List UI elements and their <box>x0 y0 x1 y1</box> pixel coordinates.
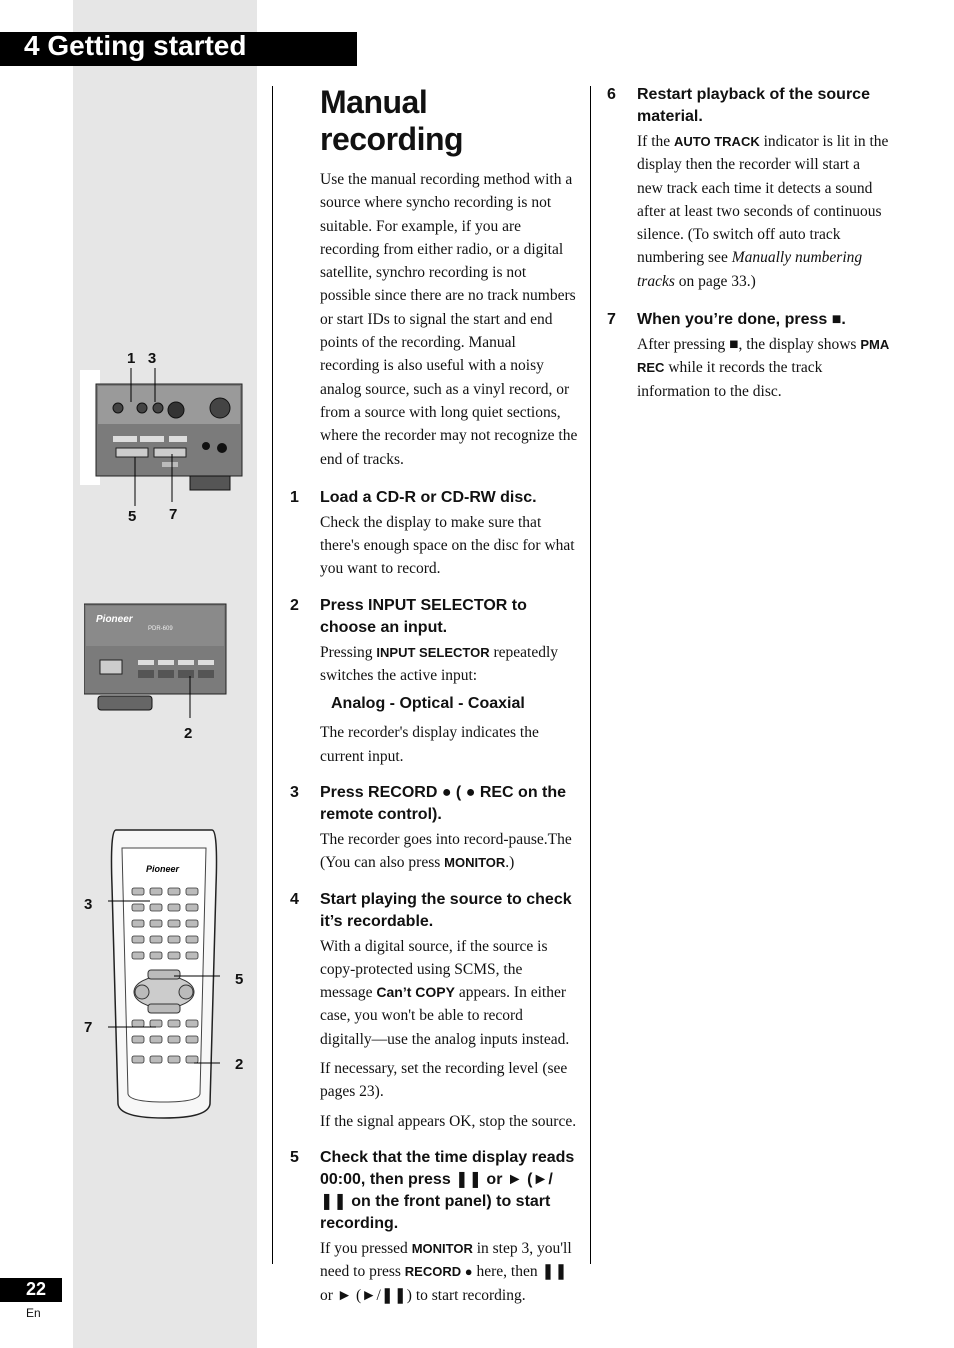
step-title: Start playing the source to check it’s recordable. <box>320 890 572 930</box>
input-options: Analog - Optical - Coaxial <box>331 695 525 713</box>
step-text: If the AUTO TRACK indicator is lit in the display then the recorder will start a new track each time it detects a sound after at least two seconds of continuous silence. (To switch off auto track numbering see Manually numbering tracks on page 33.) <box>637 133 889 290</box>
intro-text: Use the manual recording method with a source where syncho recording is not suitable. For example, if you are recording from either radio, or a digital satellite, synchro recording is not possible since there are no track numbers or start IDs to signal the start and end points of the recording. Manual recording is also useful with a noisy analog source, such as a vinyl record, or from a source with long quiet sections, where the recorder may not recognize the end of tracks. <box>320 171 578 468</box>
step-title: When you’re done, press ■. <box>637 311 846 329</box>
step-title: Restart playback of the source material. <box>637 86 870 125</box>
key-label: PMA REC <box>637 337 889 376</box>
page-number: 22 <box>26 1279 47 1299</box>
right-column <box>607 84 889 403</box>
remote-control-illustration <box>108 826 220 1122</box>
column-rule-right <box>590 86 591 1264</box>
step-text: If you pressed MONITOR in step 3, you'll need to press RECORD ● here, then ❚❚ or ► (►/❚❚) to start recording. <box>320 1239 572 1304</box>
remote-callout-2: 2 <box>235 1056 244 1073</box>
callout-5: 5 <box>128 508 137 525</box>
main-column <box>290 84 578 1307</box>
chapter-title: 4 Getting started <box>24 30 247 61</box>
step-number: 1 <box>290 488 299 506</box>
key-label: AUTO TRACK <box>674 134 760 149</box>
message-label: Can’t COPY <box>376 984 455 1001</box>
column-rule-left <box>272 86 273 1264</box>
callout-2: 2 <box>184 725 193 742</box>
step-5 <box>290 1147 578 1307</box>
step-text: The recorder goes into record-pause.The (You can also press MONITOR.) <box>320 830 572 872</box>
step-6 <box>607 84 889 293</box>
step-text-2: If necessary, set the recording level (see pages 23). <box>320 1060 568 1101</box>
page-title: Manual recording <box>320 84 464 157</box>
callout-1-3: 1 3 <box>127 350 157 367</box>
step-text: With a digital source, if the source is copy-protected using SCMS, the message Can’t COPY appears. In either case, you won't be able to record digitally—use the analog inputs instead. <box>320 937 570 1048</box>
step-title: Check that the time display reads 00:00, then press ❚❚ or ► (►/❚❚ on the front panel) to start recording. <box>320 1148 575 1232</box>
key-label: MONITOR <box>411 1240 473 1256</box>
step-title: Press RECORD ● ( ● REC on the remote control). <box>320 783 567 823</box>
front-panel-brand: Pioneer <box>96 614 133 625</box>
step-2 <box>290 595 578 768</box>
cross-reference: Manually numbering tracks <box>637 249 863 290</box>
step-number: 5 <box>290 1148 299 1166</box>
step-number: 7 <box>607 311 616 329</box>
step-text: Check the display to make sure that there's enough space on the disc for what you want to record. <box>320 513 575 578</box>
step-3 <box>290 782 578 875</box>
step-number: 4 <box>290 890 299 908</box>
step-number: 6 <box>607 86 616 103</box>
step-text: Pressing INPUT SELECTOR repeatedly switches the active input: <box>320 643 559 685</box>
front-panel-right-illustration <box>80 368 250 508</box>
step-1 <box>290 487 578 581</box>
step-text-2: The recorder's display indicates the current input. <box>320 724 539 765</box>
key-label: MONITOR <box>444 855 506 871</box>
callout-7: 7 <box>169 506 178 523</box>
step-number: 2 <box>290 596 299 614</box>
step-7 <box>607 309 889 403</box>
language-code: En <box>26 1306 41 1320</box>
key-label: INPUT SELECTOR <box>376 644 490 660</box>
step-text: After pressing ■, the display shows PMA REC while it records the track information to the disc. <box>637 336 889 400</box>
key-label: RECORD ● <box>404 1264 473 1280</box>
step-text-3: If the signal appears OK, stop the source. <box>320 1112 577 1130</box>
remote-callout-5: 5 <box>235 971 244 988</box>
step-title: Load a CD-R or CD-RW disc. <box>320 488 537 506</box>
step-number: 3 <box>290 783 299 801</box>
front-panel-left-illustration <box>84 602 234 718</box>
remote-callout-3: 3 <box>84 896 93 913</box>
remote-brand: Pioneer <box>146 864 180 874</box>
front-panel-model: PDR-609 <box>148 626 173 632</box>
remote-callout-7: 7 <box>84 1019 93 1036</box>
step-title: Press INPUT SELECTOR to choose an input. <box>320 596 527 636</box>
step-4 <box>290 889 578 1133</box>
